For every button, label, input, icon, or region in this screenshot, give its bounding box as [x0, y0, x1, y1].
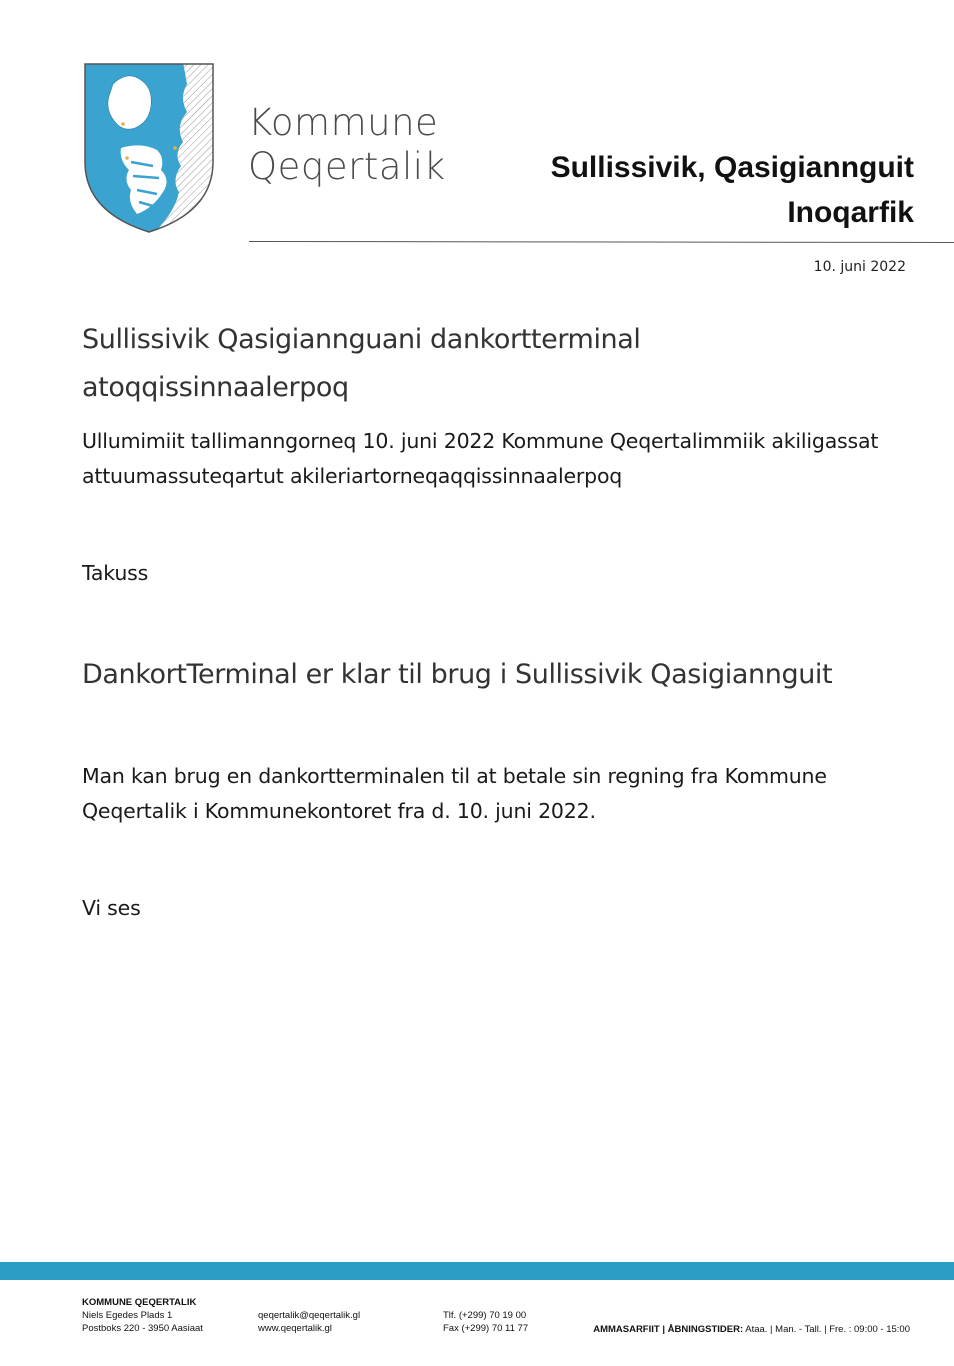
signoff-danish: Vi ses: [82, 896, 141, 920]
header-title-line2: Inoqarfik: [787, 196, 914, 229]
header-title-line1: Sullissivik, Qasigiannguit: [550, 151, 914, 184]
footer-color-band: [0, 1262, 954, 1280]
footer-address-line1: Niels Egedes Plads 1: [82, 1310, 173, 1321]
document-date: 10. juni 2022: [813, 259, 906, 275]
footer-website: www.qeqertalik.gl: [258, 1323, 332, 1334]
footer-fax: Fax (+299) 70 11 77: [443, 1323, 529, 1334]
coat-of-arms-icon: [83, 62, 215, 234]
footer-address-line2: Postboks 220 - 3950 Aasiaat: [82, 1323, 203, 1334]
footer-phone: Tlf. (+299) 70 19 00: [443, 1310, 527, 1321]
footer-email: qeqertalik@qeqertalik.gl: [258, 1310, 361, 1321]
footer-hours-label: AMMASARFIIT | ÅBNINGSTIDER:: [593, 1324, 744, 1335]
paragraph-danish: Man kan brug en dankortterminalen til at betale sin regning fra Kommune Qeqertalik i Kommunekontoret fra d. 10. juni 2022.: [82, 764, 827, 823]
footer-hours-value: Ataa. | Man. - Tall. | Fre. : 09:00 - 15:00: [745, 1324, 910, 1335]
footer-opening-hours: [593, 1323, 910, 1336]
paragraph-greenlandic: Ullumimiit tallimanngorneq 10. juni 2022 Kommune Qeqertalimmiik akiligassat attuumassuteqartut akileriartorneqaqqissinnaalerpoq: [82, 429, 879, 488]
heading-danish: DankortTerminal er klar til brug i Sullissivik Qasigiannguit: [82, 659, 833, 690]
heading-greenlandic: Sullissivik Qasigiannguani dankortterminal atoqqissinnaalerpoq: [82, 324, 641, 403]
brand-name-line2: Qeqertalik: [248, 145, 446, 188]
header-divider: [249, 241, 954, 243]
brand-name-line1: Kommune: [248, 101, 439, 144]
signoff-greenlandic: Takuss: [82, 561, 149, 585]
footer-org-name: KOMMUNE QEQERTALIK: [82, 1297, 197, 1308]
